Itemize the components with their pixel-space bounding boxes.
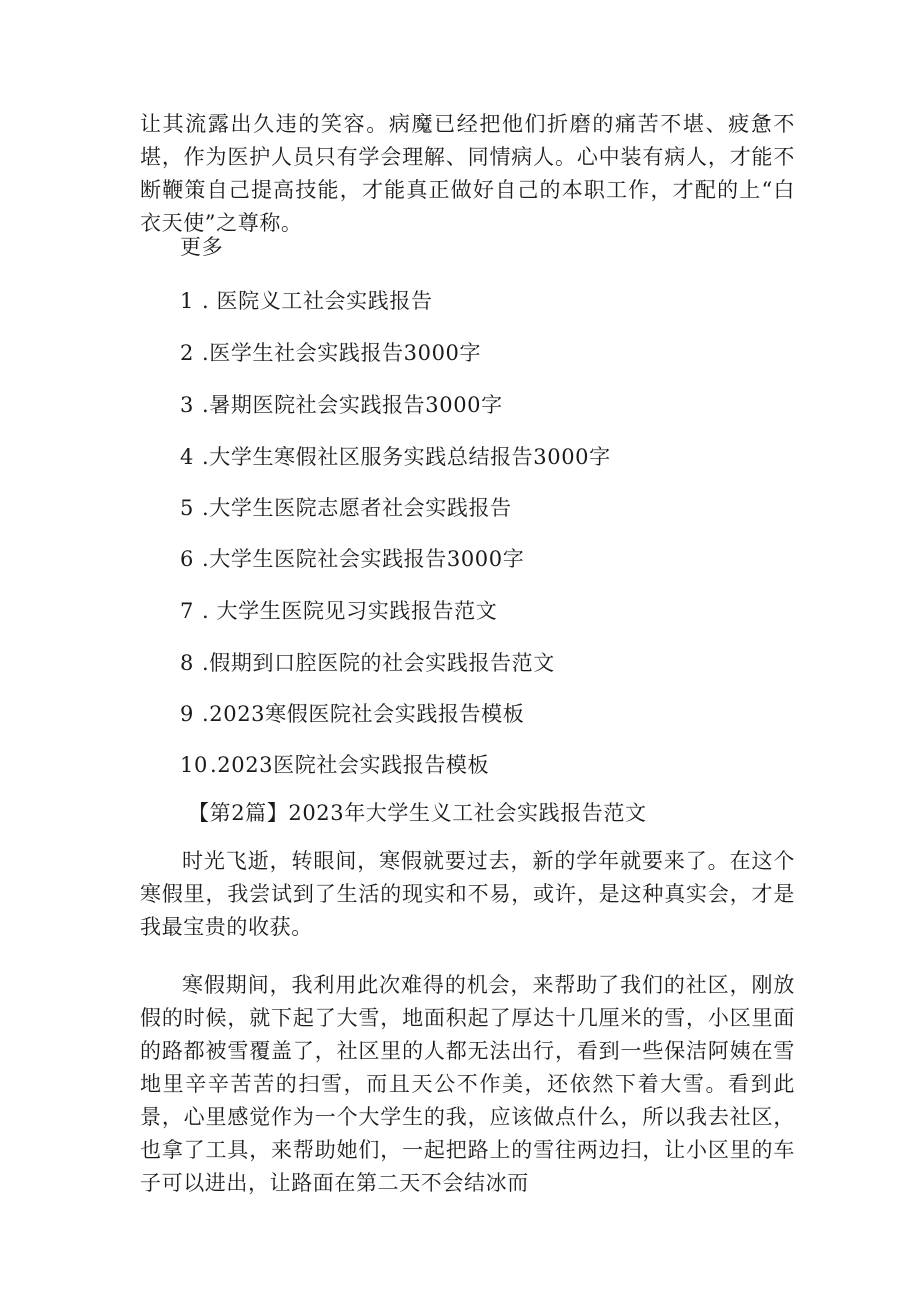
related-list-item-1[interactable]	[180, 287, 433, 315]
list-item-number: 6	[180, 547, 194, 571]
list-item-number: 10	[180, 753, 208, 777]
related-list-item-4[interactable]	[180, 443, 611, 471]
list-item-number: 9	[180, 702, 194, 726]
list-item-number: 7	[180, 599, 194, 623]
related-list-item-10[interactable]	[180, 751, 489, 779]
list-item-number: 2	[180, 341, 194, 365]
list-item-title: .大学生寒假社区服务实践总结报告3000字	[202, 445, 611, 469]
more-label: 更多	[180, 235, 224, 259]
related-list-item-6[interactable]	[180, 545, 524, 573]
list-item-title: .大学生医院社会实践报告3000字	[202, 547, 525, 571]
list-item-number: 4	[180, 445, 194, 469]
list-item-number: 1	[180, 289, 194, 313]
list-item-title: .假期到口腔医院的社会实践报告范文	[202, 651, 555, 675]
list-item-title: . 大学生医院见习实践报告范文	[202, 599, 498, 623]
body-paragraph-1: 时光飞逝，转眼间，寒假就要过去，新的学年就要来了。在这个寒假里，我尝试到了生活的现实和不易，或许，是这种真实会，才是我最宝贵的收获。	[140, 849, 795, 939]
list-item-title: .2023医院社会实践报告模板	[210, 753, 490, 777]
related-list-item-2[interactable]	[180, 339, 481, 367]
related-list-item-3[interactable]	[180, 391, 503, 419]
list-item-number: 3	[180, 393, 194, 417]
list-item-title: . 医院义工社会实践报告	[202, 289, 433, 313]
list-item-number: 5	[180, 496, 194, 520]
related-list-item-8[interactable]	[180, 649, 555, 677]
related-list-item-9[interactable]	[180, 700, 524, 728]
related-list-item-5[interactable]	[180, 494, 512, 522]
list-item-title: .暑期医院社会实践报告3000字	[202, 393, 503, 417]
body-paragraph-2: 寒假期间，我利用此次难得的机会，来帮助了我们的社区，刚放假的时候，就下起了大雪，地面积起了厚达十几厘米的雪，小区里面的路都被雪覆盖了，社区里的人都无法出行，看到一些保洁阿姨在雪地里辛辛苦苦的扫雪，而且天公不作美，还依然下着大雪。看到此景，心里感觉作为一个大学生的我，应该做点什么，所以我去社区，也拿了工具，来帮助她们，一起把路上的雪往两边扫，让小区里的车子可以进出，让路面在第二天不会结冰而	[140, 973, 795, 1195]
list-item-number: 8	[180, 651, 194, 675]
intro-paragraph: 让其流露出久违的笑容。病魔已经把他们折磨的痛苦不堪、疲惫不堪，作为医护人员只有学会理解、同情病人。心中装有病人，才能不断鞭策自己提高技能，才能真正做好自己的本职工作，才配的上“白衣天使”之尊称。	[140, 112, 795, 235]
section-heading: 【第2篇】2023年大学生义工社会实践报告范文	[188, 801, 647, 825]
list-item-title: .医学生社会实践报告3000字	[202, 341, 482, 365]
related-list-item-7[interactable]	[180, 597, 497, 625]
list-item-title: .大学生医院志愿者社会实践报告	[202, 496, 512, 520]
list-item-title: .2023寒假医院社会实践报告模板	[202, 702, 525, 726]
